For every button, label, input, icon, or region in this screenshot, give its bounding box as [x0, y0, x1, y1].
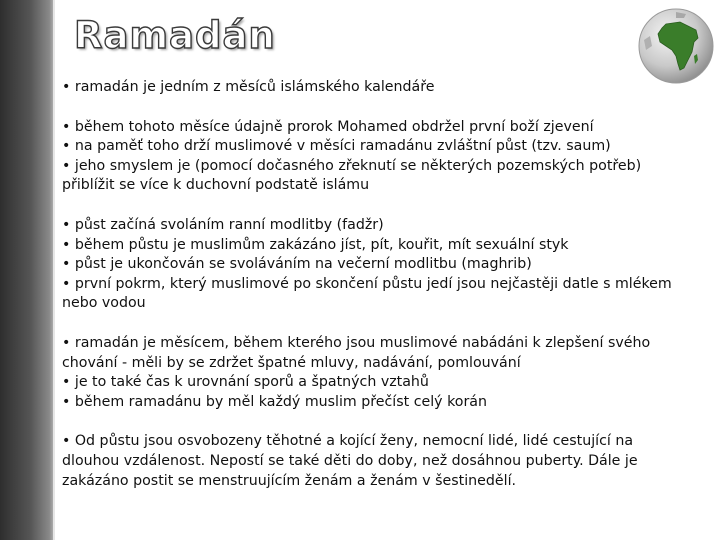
- text-line: • během tohoto měsíce údajně prorok Mohamed obdržel první boží zjevení: [62, 118, 594, 135]
- text-line: • půst je ukončován se svoláváním na večerní modlitbu (maghrib): [62, 256, 532, 273]
- text-line: nebo vodou: [62, 295, 146, 312]
- text-line: • během půstu je muslimům zakázáno jíst, pít, kouřit, mít sexuální styk: [62, 236, 569, 253]
- text-line: přiblížit se více k duchovní podstatě islámu: [62, 177, 370, 194]
- text-line: • je to také čas k urovnání sporů a špatných vztahů: [62, 374, 429, 391]
- text-line: chování - měli by se zdržet špatné mluvy, nadávání, pomlouvání: [62, 354, 521, 371]
- paragraph-5: [62, 432, 702, 491]
- slide-side-bar: [0, 0, 55, 540]
- paragraph-3: [62, 216, 702, 314]
- paragraph-4: [62, 334, 702, 412]
- text-line: • ramadán je jedním z měsíců islámského kalendáře: [62, 79, 435, 95]
- text-line: zakázáno postit se menstruujícím ženám a ženám v šestinedělí.: [62, 472, 517, 489]
- text-line: • půst začíná svoláním ranní modlitby (fadžr): [62, 216, 384, 233]
- text-line: • Od půstu jsou osvobozeny těhotné a kojící ženy, nemocní lidé, lidé cestující na: [62, 433, 634, 450]
- slide-title: Ramadán: [74, 14, 276, 57]
- text-line: • během ramadánu by měl každý muslim přečíst celý korán: [62, 393, 487, 410]
- text-line: • ramadán je měsícem, během kterého jsou muslimové nabádáni k zlepšení svého: [62, 334, 651, 351]
- text-line: dlouhou vzdálenost. Nepostí se také děti do doby, než dosáhnou puberty. Dále je: [62, 452, 638, 469]
- globe-africa-icon: [636, 6, 716, 86]
- text-line: • jeho smyslem je (pomocí dočasného zřeknutí se některých pozemských potřeb): [62, 157, 642, 174]
- text-line: • na paměť toho drží muslimové v měsíci ramadánu zvláštní půst (tzv. saum): [62, 138, 611, 155]
- paragraph-1: [62, 78, 702, 98]
- text-line: • první pokrm, který muslimové po skončení půstu jedí jsou nejčastěji datle s mlékem: [62, 275, 672, 292]
- paragraph-2: [62, 118, 702, 196]
- slide-body: [62, 78, 702, 511]
